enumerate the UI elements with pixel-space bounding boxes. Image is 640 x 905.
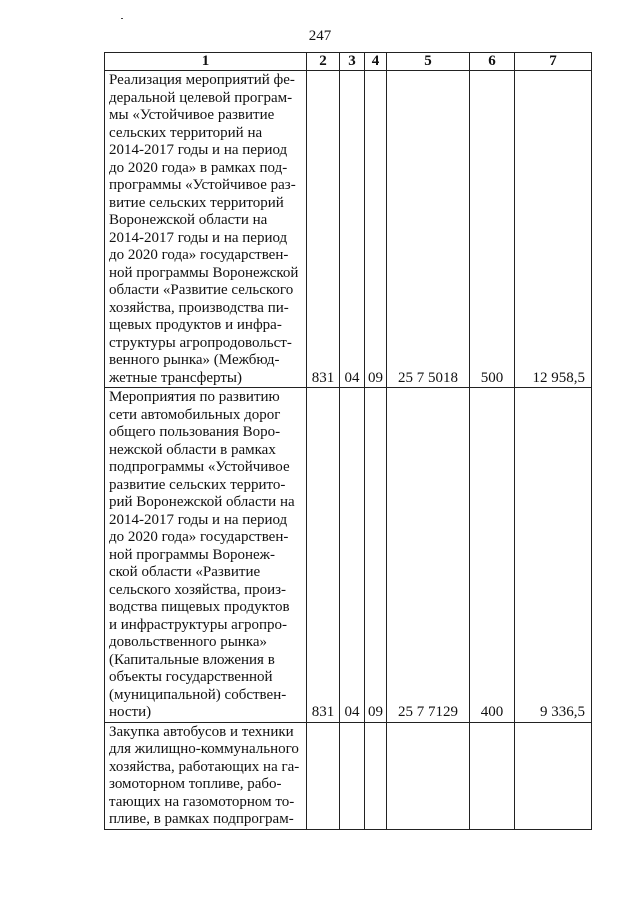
description-line: (муниципальной) собствен- xyxy=(109,686,287,703)
cell-subsection: 09 xyxy=(365,388,387,723)
table-row xyxy=(105,722,592,829)
description-line: Реализация мероприятий фе- xyxy=(109,72,295,88)
header-row xyxy=(105,53,592,71)
description-line: общего пользования Воро- xyxy=(109,424,281,440)
description-line: рий Воронежской области на xyxy=(109,494,295,510)
description-line: ности) xyxy=(109,704,152,720)
description-line: 2014-2017 годы и на период xyxy=(109,511,288,528)
description-line: объекты государственной xyxy=(109,669,273,685)
description-line: сельского хозяйства, произ- xyxy=(109,581,287,598)
description-line: Мероприятия по развитию xyxy=(109,389,280,405)
description-line: венного рынка» (Межбюд- xyxy=(109,352,280,368)
cell-section: 04 xyxy=(340,388,365,723)
description-line: структуры агропродовольст- xyxy=(109,334,292,351)
cell-amount xyxy=(515,722,592,829)
description-line: сельских территорий на xyxy=(109,124,263,141)
description-line: Закупка автобусов и техники xyxy=(109,723,294,740)
description-line: до 2020 года» государствен- xyxy=(109,247,289,263)
cell-target-article: 25 7 5018 xyxy=(387,71,470,388)
description-line: жетные трансферты) xyxy=(109,369,242,386)
budget-table xyxy=(104,52,592,830)
description-line: (Капитальные вложения в xyxy=(109,651,275,668)
description-line: 2014-2017 годы и на период xyxy=(109,229,288,246)
cell-ministry-code xyxy=(307,722,340,829)
cell-amount: 9 336,5 xyxy=(515,388,592,723)
column-header-3: 3 xyxy=(340,53,365,71)
description-line: деральной целевой програм- xyxy=(109,89,293,106)
cell-expense-type: 400 xyxy=(470,388,515,723)
description-line: 2014-2017 годы и на период xyxy=(109,142,288,158)
column-header-7: 7 xyxy=(515,53,592,71)
description-line: до 2020 года» государствен- xyxy=(109,529,289,545)
description-line: Воронежской области на xyxy=(109,212,268,228)
cell-expense-type xyxy=(470,722,515,829)
cell-section xyxy=(340,722,365,829)
description-line: сети автомобильных дорог xyxy=(109,406,281,423)
cell-subsection: 09 xyxy=(365,71,387,388)
cell-expense-type: 500 xyxy=(470,71,515,388)
cell-ministry-code: 831 xyxy=(307,71,340,388)
row-description xyxy=(105,71,307,388)
table-row xyxy=(105,71,592,388)
description-line: развитие сельских террито- xyxy=(109,476,286,493)
cell-ministry-code: 831 xyxy=(307,388,340,723)
column-header-6: 6 xyxy=(470,53,515,71)
description-line: хозяйства, работающих на га- xyxy=(109,758,300,775)
description-line: мы «Устойчивое развитие xyxy=(109,107,275,123)
description-line: зомоторном топливе, рабо- xyxy=(109,776,282,792)
cell-amount: 12 958,5 xyxy=(515,71,592,388)
column-header-5: 5 xyxy=(387,53,470,71)
description-line: щевых продуктов и инфра- xyxy=(109,317,282,333)
page-number: 247 xyxy=(308,28,332,44)
description-line: нежской области в рамках xyxy=(109,441,276,458)
description-line: ской области «Развитие xyxy=(109,564,261,580)
description-line: подпрограммы «Устойчивое xyxy=(109,459,290,475)
row-description xyxy=(105,722,307,829)
scan-mark xyxy=(121,18,123,19)
table-body xyxy=(105,71,592,830)
description-line: хозяйства, производства пи- xyxy=(109,299,289,316)
description-line: и инфраструктуры агропро- xyxy=(109,616,288,633)
cell-section: 04 xyxy=(340,71,365,388)
table-row xyxy=(105,388,592,723)
row-description xyxy=(105,388,307,723)
description-line: до 2020 года» в рамках под- xyxy=(109,159,288,176)
column-header-2: 2 xyxy=(307,53,340,71)
description-line: для жилищно-коммунального xyxy=(109,741,299,757)
description-line: витие сельских территорий xyxy=(109,194,284,211)
description-line: области «Развитие сельского xyxy=(109,282,294,298)
description-line: довольственного рынка» xyxy=(109,634,268,650)
description-line: водства пищевых продуктов xyxy=(109,599,290,615)
cell-subsection xyxy=(365,722,387,829)
description-line: тающих на газомоторном то- xyxy=(109,793,295,810)
cell-target-article xyxy=(387,722,470,829)
description-line: пливе, в рамках подпрограм- xyxy=(109,811,294,827)
column-header-1: 1 xyxy=(105,53,307,71)
description-line: ной программы Воронежской xyxy=(109,264,299,281)
column-header-4: 4 xyxy=(365,53,387,71)
description-line: ной программы Воронеж- xyxy=(109,546,276,563)
cell-target-article: 25 7 7129 xyxy=(387,388,470,723)
description-line: программы «Устойчивое раз- xyxy=(109,177,296,193)
